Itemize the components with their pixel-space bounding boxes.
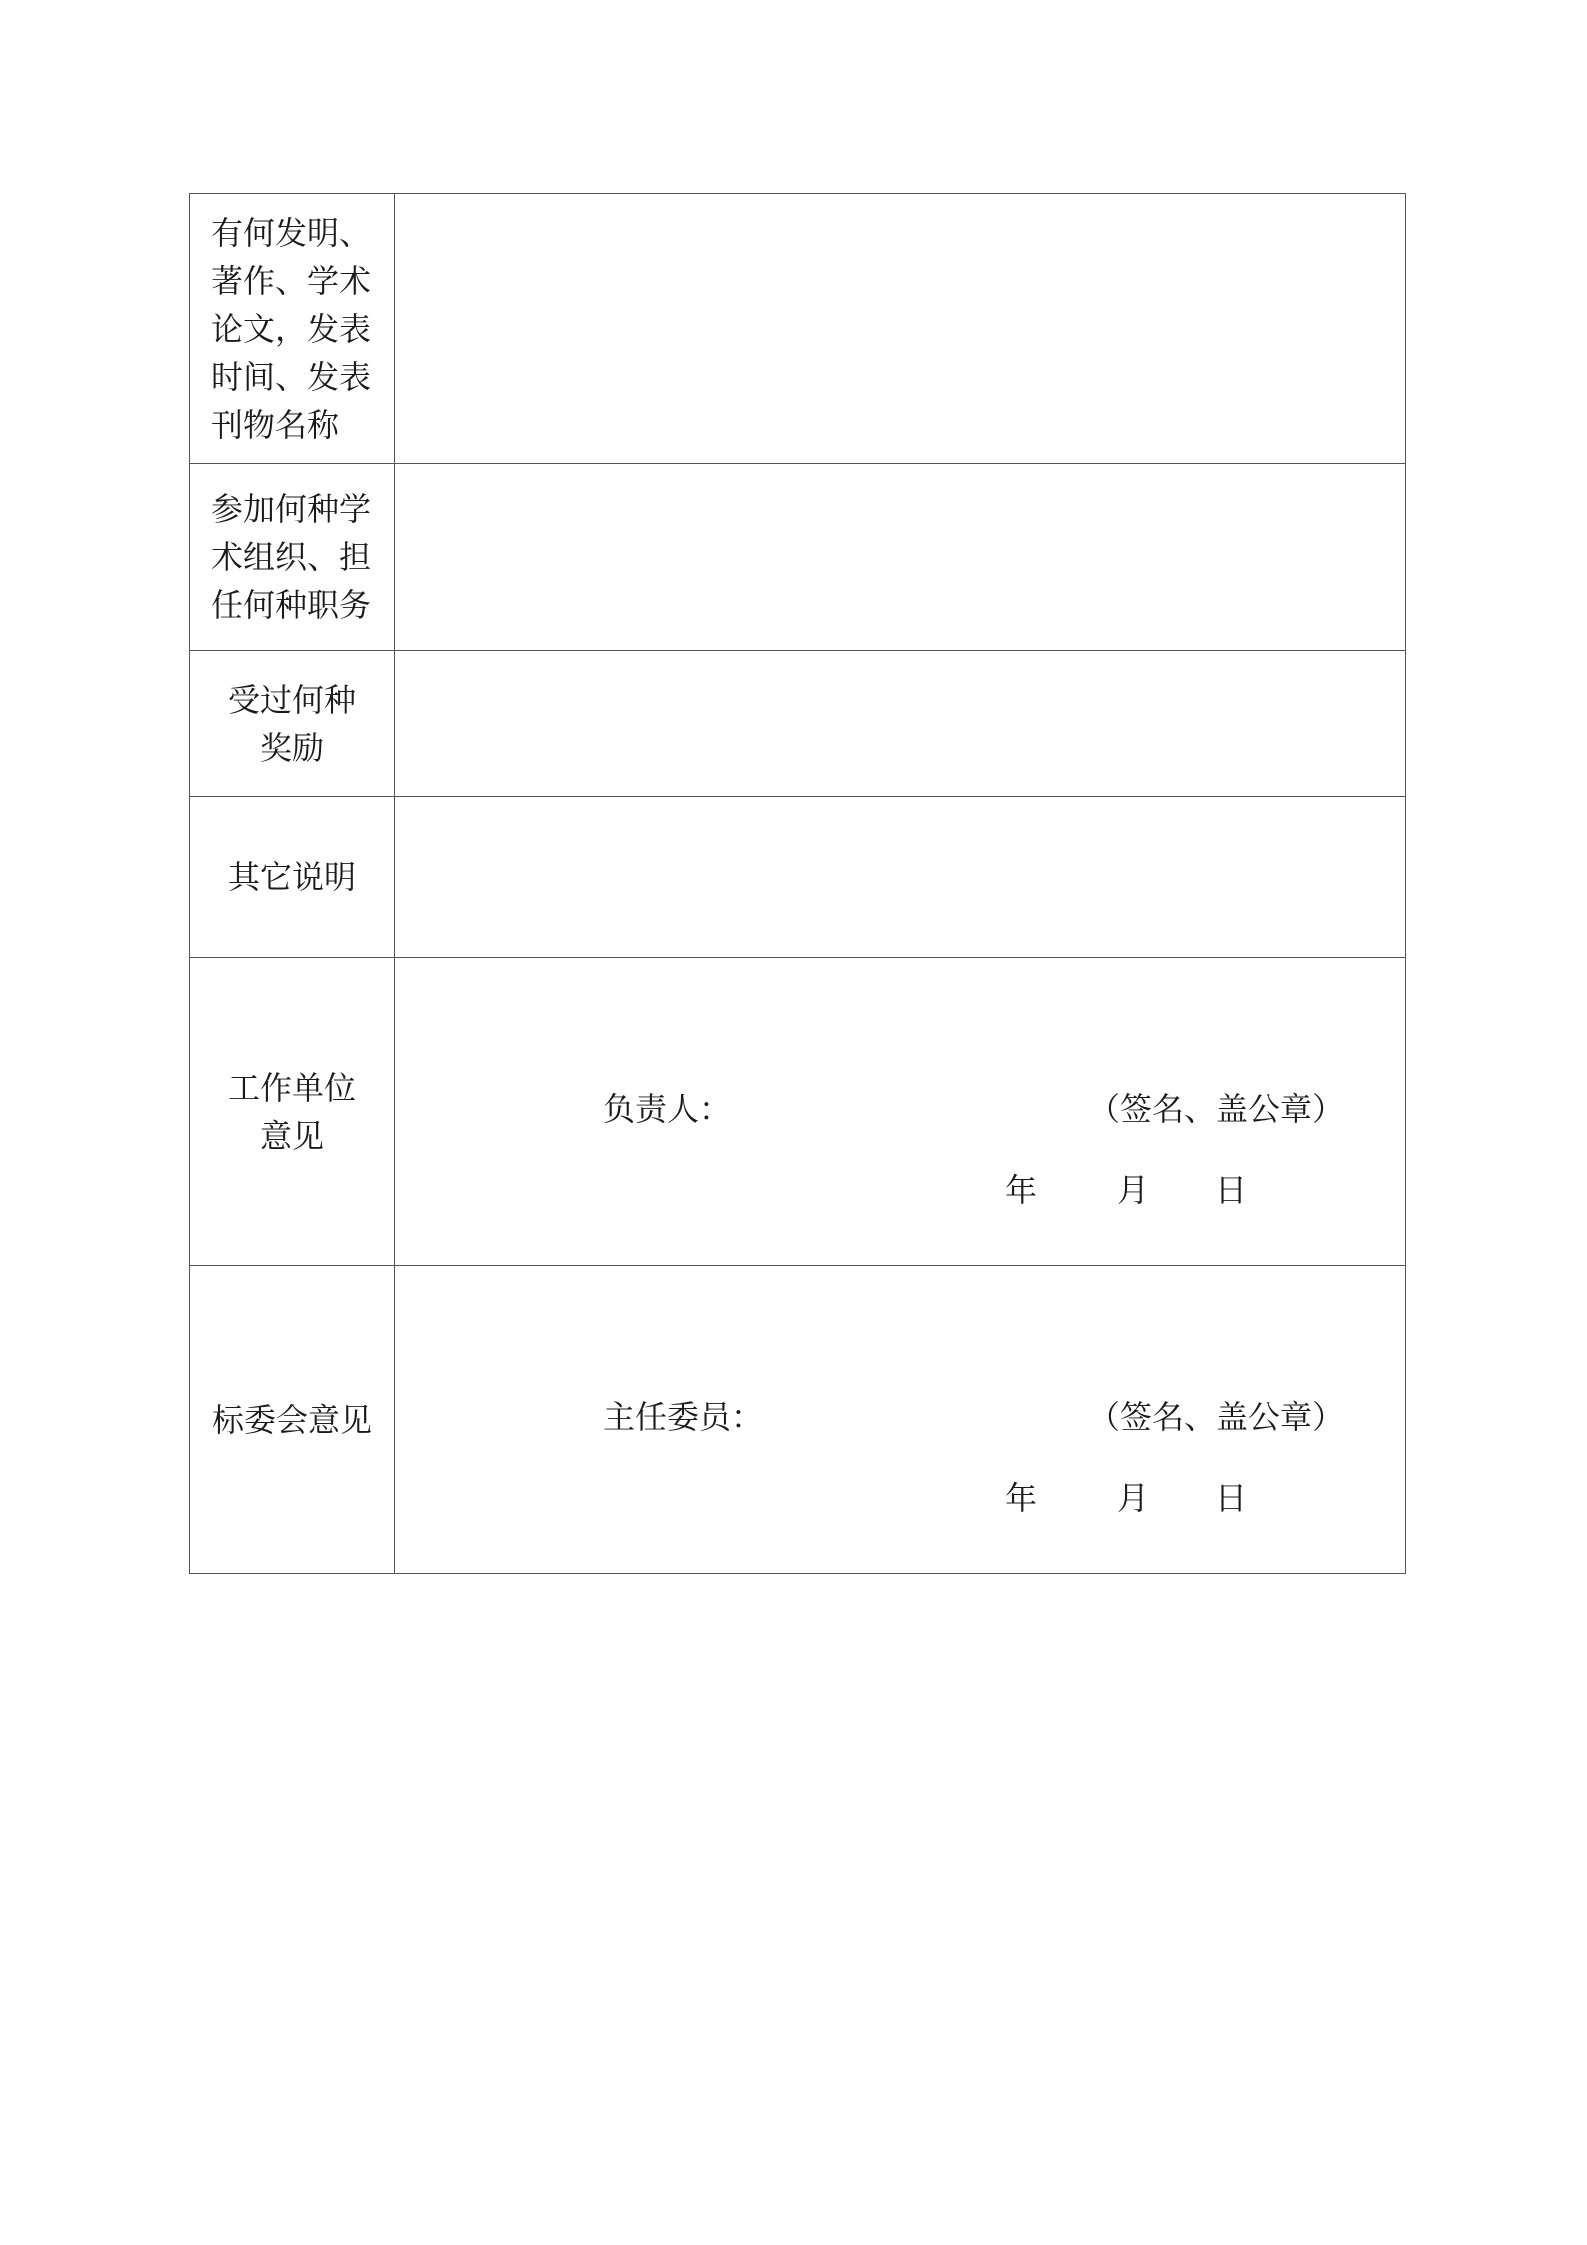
committee-opinion-area[interactable] [395,1266,1406,1574]
employer-date-day: 日 [1215,1171,1248,1209]
committee-date-line [1005,1478,1255,1518]
label-cell-employer-opinion [190,958,395,1266]
committee-sign-note: （签名、盖公章） [1088,1398,1345,1436]
row-label-awards: 受过何种奖励 [227,680,356,767]
label-cell-awards [190,651,395,797]
application-form-table [189,193,1406,1574]
awards-input-area[interactable] [395,651,1406,797]
label-cell-other-notes [190,797,395,958]
employer-opinion-area[interactable] [395,958,1406,1266]
row-label-employer-opinion: 工作单位意见 [227,1068,356,1155]
row-label-committee-opinion: 标委会意见 [211,1400,372,1439]
label-cell-organizations [190,464,395,651]
employer-date-month: 月 [1117,1171,1150,1209]
committee-date-month: 月 [1117,1479,1150,1517]
employer-sign-note: （签名、盖公章） [1088,1090,1345,1128]
table-row-other-notes [190,797,1406,958]
committee-signer-label: 主任委员： [603,1398,764,1436]
committee-date-day: 日 [1215,1479,1248,1517]
committee-date-year: 年 [1005,1479,1038,1517]
employer-date-year: 年 [1005,1171,1038,1209]
other-notes-input-area[interactable] [395,797,1406,958]
row-label-other-notes: 其它说明 [227,858,356,896]
table-row-publications [190,194,1406,464]
employer-date-line [1005,1170,1255,1210]
row-label-publications: 有何发明、著作、学术论文，发表时间、发表刊物名称 [211,213,372,444]
organizations-input-area[interactable] [395,464,1406,651]
publications-input-area[interactable] [395,194,1406,464]
table-row-employer-opinion [190,958,1406,1266]
label-cell-publications [190,194,395,464]
employer-signer-label: 负责人： [603,1090,732,1128]
table-row-committee-opinion [190,1266,1406,1574]
row-label-organizations: 参加何种学术组织、担任何种职务 [211,490,372,624]
label-cell-committee-opinion [190,1266,395,1574]
table-row-organizations [190,464,1406,651]
table-row-awards [190,651,1406,797]
